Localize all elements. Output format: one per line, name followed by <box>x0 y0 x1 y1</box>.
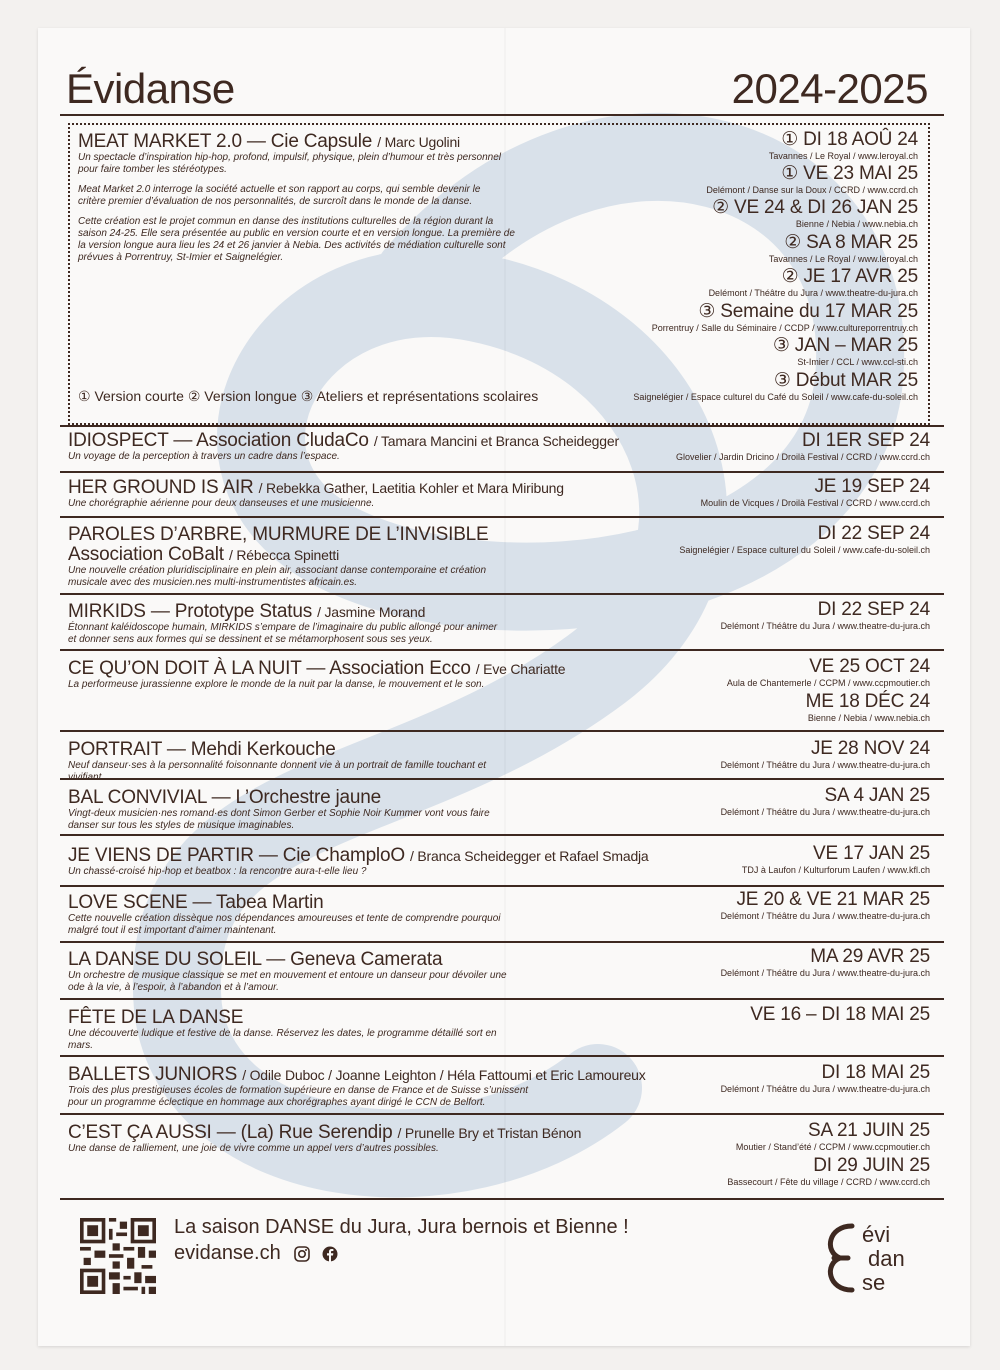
event-date: VE 25 OCT 24 Aula de Chantemerle / CCPM / www.ccpmoutier.ch <box>726 656 930 688</box>
event-desc: Un orchestre de musique classique se met en mouvement et entoure un danseur pour dévoiler une ode à la vie, à l’espoir, à l’abandon et à l’amour. <box>68 970 507 993</box>
svg-text:dan: dan <box>868 1246 905 1271</box>
event-title: BALLETS JUNIORS / Odile Duboc / Joanne Leighton / Héla Fattoumi et Eric Lamoureux <box>68 1064 646 1085</box>
event-desc: Vingt-deux musicien·nes romand·es dont Simon Gerber et Sophie Noir Kummer vont vous faire danser sur tous les styles de musique imaginables. <box>68 808 490 831</box>
event-rule <box>60 834 944 836</box>
page-title: Évidanse <box>66 65 235 112</box>
event-desc: Une danse de ralliement, une joie de vivre comme un appel vers d’autres possibles. <box>68 1143 439 1154</box>
event-date: SA 4 JAN 25 Delémont / Théâtre du Jura / www.theatre-du-jura.ch <box>720 785 930 817</box>
event-desc: Un chassé-croisé hip-hop et beatbox : la rencontre aura-t-elle lieu ? <box>68 866 367 877</box>
event-date: DI 22 SEP 24 Saignelégier / Espace culturel du Soleil / www.cafe-du-soleil.ch <box>679 523 930 555</box>
event-desc: Une découverte ludique et festive de la danse. Réservez les dates, le programme détaillé sort en mars. <box>68 1028 497 1051</box>
poster <box>38 28 970 1346</box>
footer-rule <box>60 1198 944 1200</box>
version-legend: ① Version courte ② Version longue ③ Ateliers et représentations scolaires <box>78 388 539 404</box>
event-title: LOVE SCENE — Tabea Martin <box>68 892 324 913</box>
event-desc: Trois des plus prestigieuses écoles de formation supérieure en danse de France et de Suisse s’unissent pour un programme éclectique en hommage aux chorégraphes ayant dirigé le CCN de Belfort. <box>68 1085 529 1108</box>
event-rule <box>60 425 944 427</box>
event-desc: Une nouvelle création pluridisciplinaire en plein air, associant danse contemporaine et création musicale avec des musicien.nes multi-instrumentistes africain.es. <box>68 565 487 588</box>
event-rule <box>60 471 944 473</box>
event-date: JE 19 SEP 24 Moulin de Vicques / Droilà Festival / CCRD / www.ccrd.ch <box>700 476 930 508</box>
event-date: DI 1ER SEP 24 Glovelier / Jardin Dricino / Droilà Festival / CCRD / www.ccrd.ch <box>675 430 930 462</box>
event-date: DI 22 SEP 24 Delémont / Théâtre du Jura / www.theatre-du-jura.ch <box>720 599 930 631</box>
event-title: MIRKIDS — Prototype Status / Jasmine Morand <box>68 601 426 622</box>
featured-date-7: ③ JAN – MAR 25 St-Imier / CCL / www.ccl-sti.ch <box>772 335 918 367</box>
featured-event-desc-1: Un spectacle d’inspiration hip-hop, profond, impulsif, physique, plein d’humour et très personnel pour faire tomber les stéréotypes. <box>78 152 502 175</box>
qr-code-icon[interactable] <box>80 1218 156 1294</box>
event-title: FÊTE DE LA DANSE <box>68 1007 244 1028</box>
featured-date-8: ③ Début MAR 25 Saignelégier / Espace culturel du Café du Soleil / www.cafe-du-soleil.ch <box>633 370 918 402</box>
event-desc: Neuf danseur·ses à la personnalité foisonnante donnent vie à un portrait de famille touchant et <box>68 760 487 771</box>
header-rule <box>60 114 944 116</box>
evidanse-logo <box>822 1218 932 1298</box>
svg-text:évi: évi <box>862 1222 891 1247</box>
featured-event-desc-3: Cette création est le projet commun en danse des institutions culturelles de la région durant la saison 24-25. Elle sera présentée au public en version courte et en version longue. La première de la version longue aura lieu les 24 et 26 janvier à Nebia. Des activités de médiation culturelle sont prévues à Porrentruy, St-Imier et Saignelégier. <box>78 216 515 263</box>
footer-tagline: La saison DANSE du Jura, Jura bernois et Bienne ! <box>174 1216 629 1238</box>
event-rule <box>60 649 944 651</box>
event-rule <box>60 1113 944 1115</box>
event-date: VE 17 JAN 25 TDJ à Laufon / Kulturforum Laufen / www.kfl.ch <box>741 843 930 875</box>
event-title: BAL CONVIVIAL — L’Orchestre jaune <box>68 787 382 808</box>
event-rule <box>60 1055 944 1057</box>
event-title: JE VIENS DE PARTIR — Cie ChamploO / Branca Scheidegger et Rafael Smadja <box>68 845 649 866</box>
featured-date-5: ② JE 17 AVR 25 Delémont / Théâtre du Jura / www.theatre-du-jura.ch <box>708 266 918 298</box>
event-title-2: Association CoBalt / Rébecca Spinetti <box>68 544 339 565</box>
event-title: IDIOSPECT — Association CludaCo / Tamara Mancini et Branca Scheidegger <box>68 430 619 451</box>
event-date: JE 20 & VE 21 MAR 25 Delémont / Théâtre du Jura / www.theatre-du-jura.ch <box>720 889 930 921</box>
event-desc: Un voyage de la perception à travers un cadre dans l’espace. <box>68 451 340 462</box>
featured-date-1: ① DI 18 AOÛ 24 Tavannes / Le Royal / www.leroyal.ch <box>768 129 918 161</box>
featured-date-2: ① VE 23 MAI 25 Delémont / Danse sur la Doux / CCRD / www.ccrd.ch <box>706 163 918 195</box>
event-title: LA DANSE DU SOLEIL — Geneva Camerata <box>68 949 443 970</box>
event-desc: Cette nouvelle création dissèque nos dépendances amoureuses et tente de comprendre pourquoi malgré tout il est important d’aimer maintenant. <box>68 913 501 936</box>
event-rule <box>60 516 944 518</box>
event-date: JE 28 NOV 24 Delémont / Théâtre du Jura / www.theatre-du-jura.ch <box>720 738 930 770</box>
featured-date-4: ② SA 8 MAR 25 Tavannes / Le Royal / www.leroyal.ch <box>768 232 918 264</box>
event-desc: La performeuse jurassienne explore le monde de la nuit par la danse, le mouvement et le son. <box>68 679 485 690</box>
event-date-2: DI 29 JUIN 25 Bassecourt / Fête du village / CCRD / www.ccrd.ch <box>727 1155 930 1187</box>
event-rule <box>60 778 944 780</box>
event-date: VE 16 – DI 18 MAI 25 <box>750 1004 930 1025</box>
instagram-icon[interactable] <box>294 1246 310 1262</box>
event-date-2: ME 18 DÉC 24 Bienne / Nebia / www.nebia.ch <box>805 691 930 723</box>
event-desc: Une chorégraphie aérienne pour deux danseuses et une musicienne. <box>68 498 375 509</box>
event-title: PORTRAIT — Mehdi Kerkouche <box>68 739 336 760</box>
event-date: SA 21 JUIN 25 Moutier / Stand’été / CCPM / www.ccpmoutier.ch <box>735 1120 930 1152</box>
footer-website-row <box>174 1242 338 1265</box>
event-rule <box>60 941 944 943</box>
event-rule <box>60 593 944 595</box>
event-title: C’EST ÇA AUSSI — (La) Rue Serendip / Prunelle Bry et Tristan Bénon <box>68 1122 582 1143</box>
featured-date-6: ③ Semaine du 17 MAR 25 Porrentruy / Salle du Séminaire / CCDP / www.cultureporrentruy.ch <box>651 301 918 333</box>
event-rule <box>60 885 944 887</box>
event-date: MA 29 AVR 25 Delémont / Théâtre du Jura / www.theatre-du-jura.ch <box>720 946 930 978</box>
facebook-icon[interactable] <box>322 1246 338 1262</box>
featured-date-3: ② VE 24 & DI 26 JAN 25 Bienne / Nebia / www.nebia.ch <box>712 197 918 229</box>
event-rule <box>60 730 944 732</box>
event-date: DI 18 MAI 25 Delémont / Théâtre du Jura / www.theatre-du-jura.ch <box>720 1062 930 1094</box>
season-label: 2024-2025 <box>731 65 928 112</box>
svg-text:se: se <box>862 1270 886 1295</box>
featured-event-desc-2: Meat Market 2.0 interroge la société actuelle et son rapport au corps, qui semble devenir le critère premier d’évaluation de nos personnalités, de surcroît dans le monde de la danse. <box>78 184 481 207</box>
event-rule <box>60 998 944 1000</box>
event-title: CE QU’ON DOIT À LA NUIT — Association Ecco / Eve Chariatte <box>68 658 566 679</box>
event-title: PAROLES D’ARBRE, MURMURE DE L’INVISIBLE <box>68 524 489 545</box>
website-link[interactable]: evidanse.ch <box>174 1242 281 1264</box>
event-desc: Étonnant kaléidoscope humain, MIRKIDS s’empare de l’imaginaire du public allongé pour animer et donner sens aux formes qui se dessinent et se métamorphosent sous ses yeux. <box>68 622 498 645</box>
featured-event-title: MEAT MARKET 2.0 — Cie Capsule / Marc Ugolini <box>78 131 460 152</box>
event-title: HER GROUND IS AIR / Rebekka Gather, Laetitia Kohler et Mara Miribung <box>68 477 564 498</box>
